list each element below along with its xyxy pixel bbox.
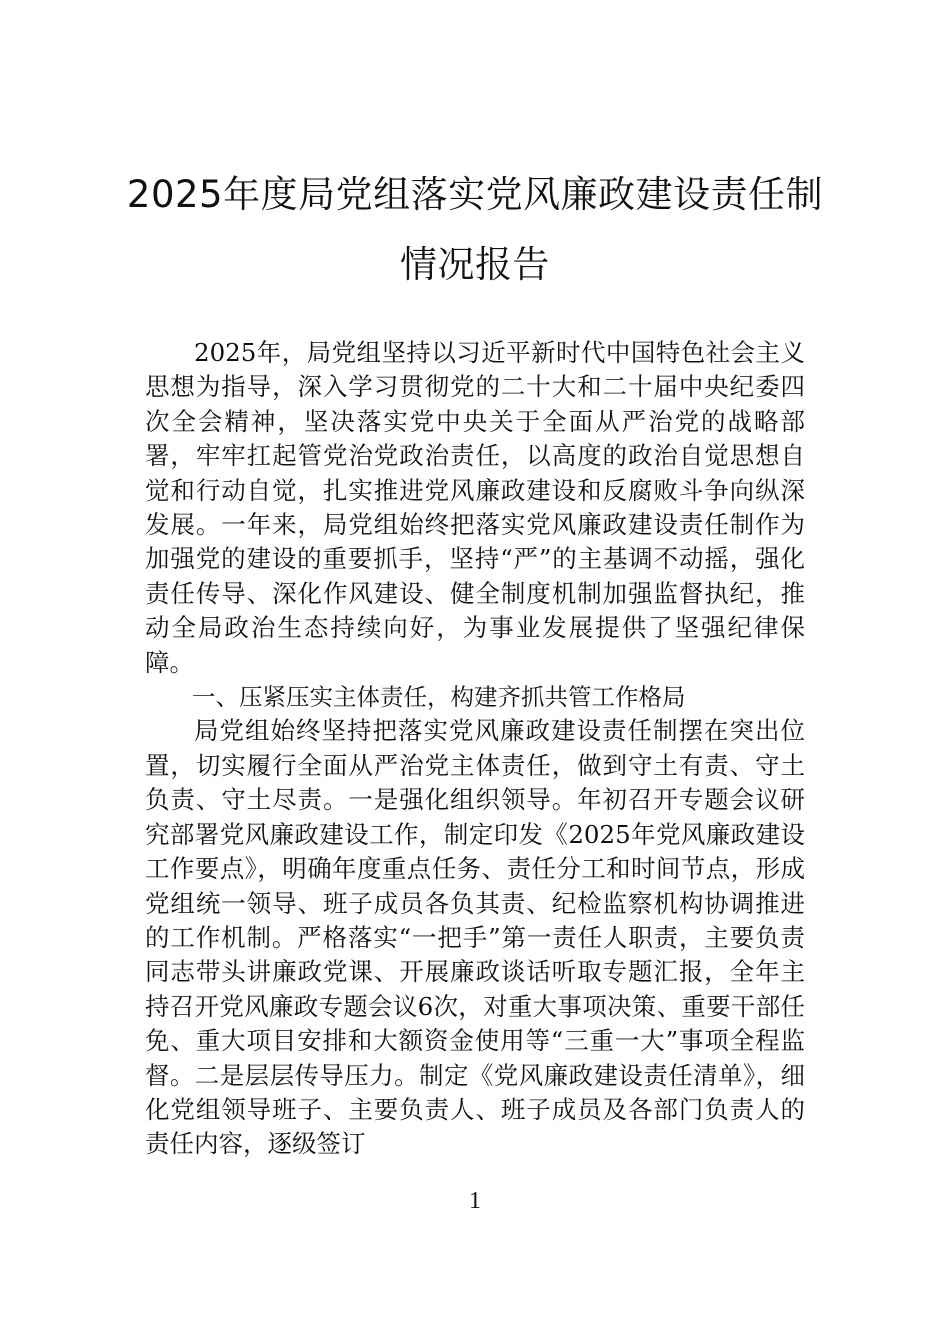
section-paragraph: 局党组始终坚持把落实党风廉政建设责任制摆在突出位置，切实履行全面从严治党主体责任，做到守土有责、守土负责、守土尽责。一是强化组织领导。年初召开专题会议研究部署党风廉政建设工作，制定印发《2025年党风廉政建设工作要点》，明确年度重点任务、责任分工和时间节点，形成党组统一领导、班子成员各负其责、纪检监察机构协调推进的工作机制。严格落实“一把手”第一责任人职责，主要负责同志带头讲廉政党课、开展廉政谈话听取专题汇报，全年主持召开党风廉政专题会议6次，对重大事项决策、重要干部任免、重大项目安排和大额资金使用等“三重一大”事项全程监督。二是层层传导压力。制定《党风廉政建设责任清单》，细化党组领导班子、主要负责人、班子成员及各部门负责人的责任内容，逐级签订 [145, 716, 805, 1159]
intro-paragraph: 2025年，局党组坚持以习近平新时代中国特色社会主义思想为指导，深入学习贯彻党的二十大和二十届中央纪委四次全会精神，坚决落实党中央关于全面从严治党的战略部署，牢牢扛起管党治党政治责任，以高度的政治自觉思想自觉和行动自觉，扎实推进党风廉政建设和反腐败斗争向纵深发展。一年来，局党组始终把落实党风廉政建设责任制作为加强党的建设的重要抓手，坚持“严”的主基调不动摇，强化责任传导、深化作风建设、健全制度机制加强监督执纪，推动全局政治生态持续向好，为事业发展提供了坚强纪律保障。 [145, 338, 805, 677]
document-title-line-1: 2025年度局党组落实党风廉政建设责任制 [126, 173, 824, 216]
document-title-line-2: 情况报告 [400, 243, 550, 286]
document-body [145, 336, 805, 1162]
section-heading: 一、压紧压实主体责任，构建齐抓共管工作格局 [192, 683, 686, 712]
page-number: 1 [469, 1188, 481, 1214]
